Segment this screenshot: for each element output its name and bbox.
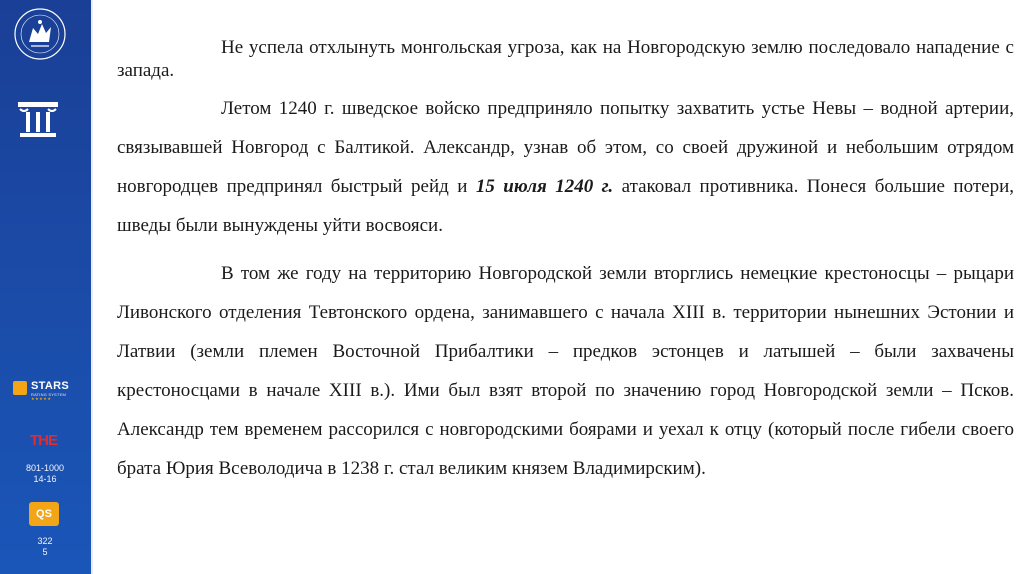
paragraph-2-text: Летом 1240 г. шведское войско предприняло попытку захватить устье Невы – водной артерии, связывавшей Новгород с Балтикой. Александр, узнав об этом, со своей дружиной и небольшим отрядом новгородцев предпринял быстрый рейд и (117, 98, 1014, 197)
university-emblem-icon (13, 6, 67, 66)
stars-subtitle: RATING SYSTEM (31, 392, 66, 397)
sidebar-divider (91, 0, 93, 574)
stars-rating: ★★★★★ (31, 396, 52, 401)
paragraph-3: В том же году на территорию Новгородской земли вторглись немецкие крестоносцы – рыцари Ливонского отделения Тевтонского ордена, занимавшего с начала XIII в. территории нынешних Эстонии и Латвии (земли племен Восточной Прибалтики – предков эстонцев и латышей – были захвачены крестоносцами в начале XIII в.). Ими был взят второй по значению город Новгородской земли – Псков. Александр тем временем рассорился с новгородскими боярами и уехал к отцу (который после гибели своего брата Юрия Всеволодича в 1238 г. стал великим князем Владимирским). (117, 263, 1014, 479)
stars-icon (13, 381, 27, 395)
qs-rank: 322 (37, 536, 53, 546)
the-rank: 801-1000 (25, 463, 65, 473)
stars-title: STARS (31, 380, 69, 392)
paragraph-2 (117, 89, 1014, 245)
paragraph-2-tail: атаковал противника. Понеся большие потери, шведы были вынуждены уйти восвояси. (117, 176, 1015, 236)
the-logo: THE (30, 432, 57, 449)
paragraph-1: Не успела отхлынуть монгольская угроза, как на Новгородскую землю последовало нападение с запада. (117, 37, 1014, 81)
sidebar (0, 0, 91, 574)
the-years: 14-16 (33, 474, 57, 484)
qs-number: 5 (42, 547, 48, 557)
main-text (117, 36, 1014, 488)
stars-badge (13, 380, 75, 402)
battle-date: 15 июля 1240 г. (475, 176, 614, 197)
qs-logo: QS (29, 502, 59, 526)
column-logo-icon (14, 100, 62, 140)
